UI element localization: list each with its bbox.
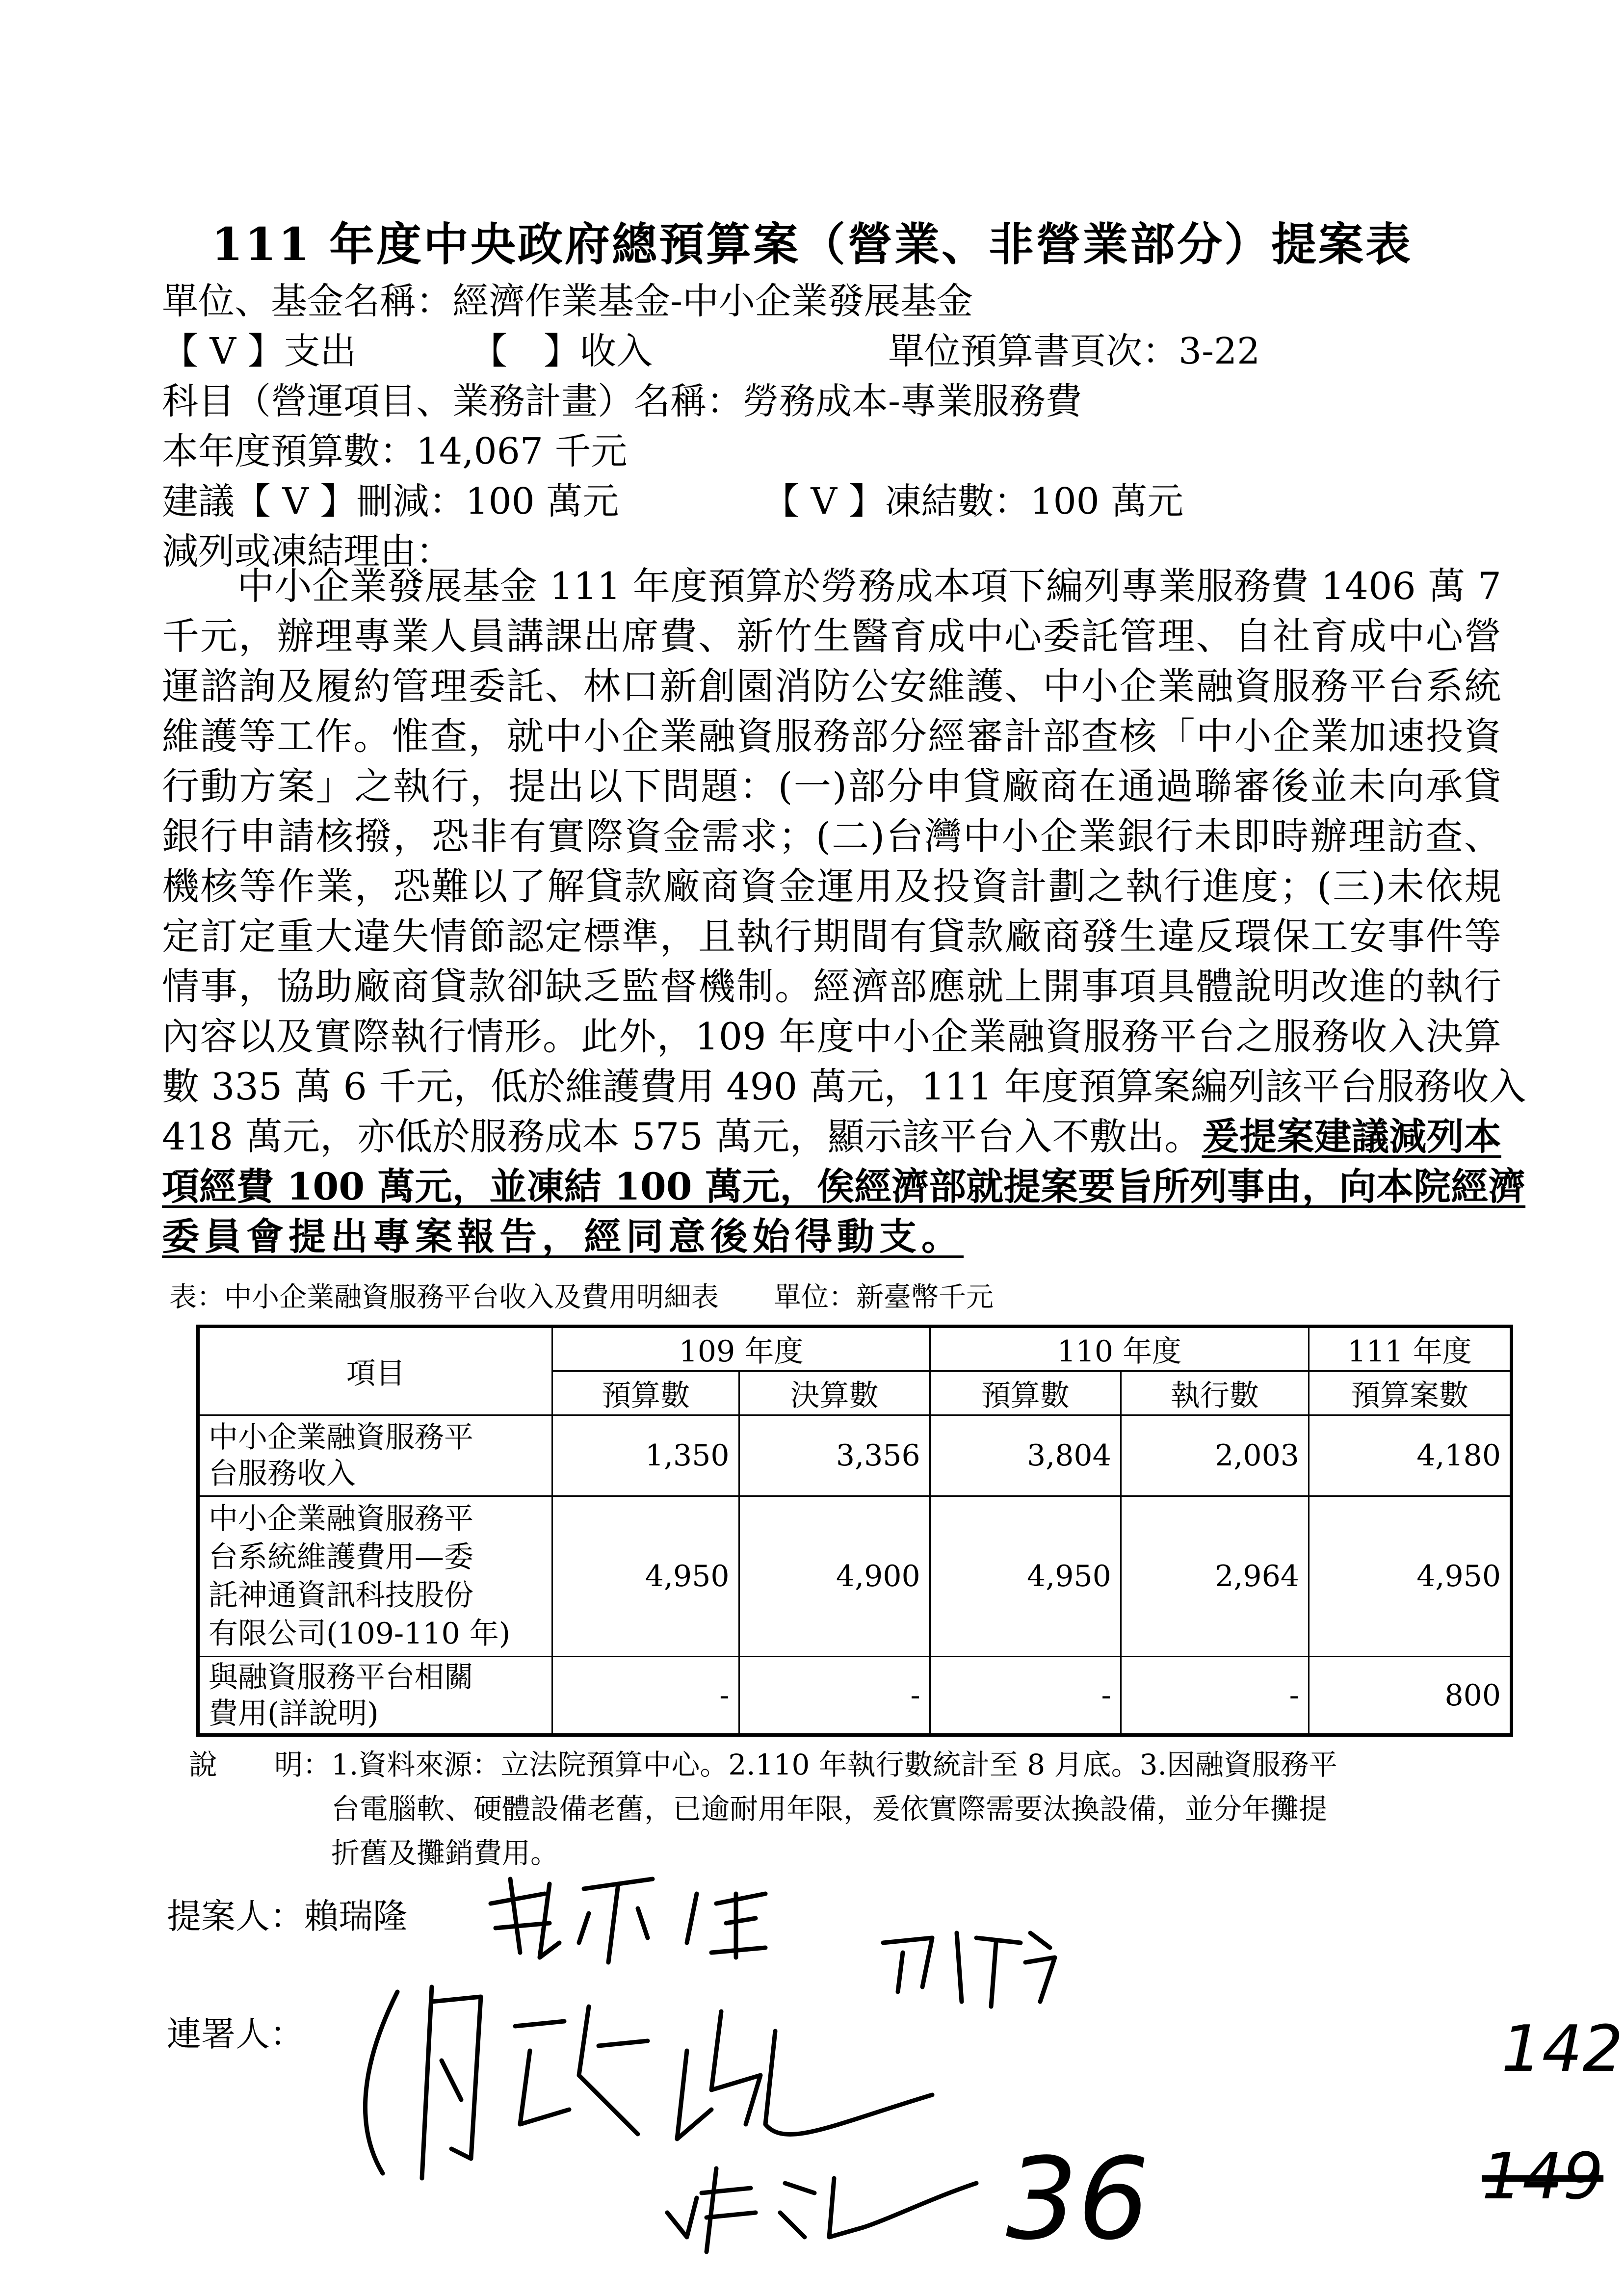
subheader: 預算數 <box>930 1371 1121 1415</box>
value-cell: - <box>739 1657 930 1735</box>
signature-cosigner-2 <box>365 1987 932 2178</box>
value-cell: 1,350 <box>552 1415 739 1496</box>
value-cell: - <box>1121 1657 1309 1735</box>
body-text: 418 萬元，亦低於服務成本 575 萬元，顯示該平台入不敷出。 <box>162 1115 1202 1158</box>
subheader: 執行數 <box>1121 1371 1309 1415</box>
body-line: 定訂定重大違失情節認定標準，且執行期間有貸款廠商發生違反環保工安事件等 <box>162 914 1501 958</box>
notes-line: 折舊及攤銷費用。 <box>189 1836 559 1870</box>
annual-budget: 本年度預算數：14,067 千元 <box>162 430 628 472</box>
item-text: 台系統維護費用—委 <box>209 1540 473 1574</box>
body-line: 運諮詢及履約管理委託、林口新創園消防公安維護、中小企業融資服務平台系統 <box>162 664 1501 708</box>
value-cell: - <box>930 1657 1121 1735</box>
cut-amount: 建議【 V 】刪減：100 萬元 <box>162 480 619 522</box>
value-cell: 4,180 <box>1309 1415 1511 1496</box>
freeze-amount: 【 V 】凍結數：100 萬元 <box>763 480 1184 522</box>
item-text: 託神通資訊科技股份 <box>209 1578 473 1613</box>
table-caption: 表：中小企業融資服務平台收入及費用明細表 單位：新臺幣千元 <box>169 1281 994 1313</box>
signature-cosigner-3 <box>667 2168 976 2252</box>
body-line: 千元，辦理專業人員講課出席費、新竹生醫育成中心委託管理、自社育成中心營 <box>162 614 1501 658</box>
item-header: 項目 <box>198 1327 552 1415</box>
value-cell: 4,900 <box>739 1496 930 1657</box>
body-line: 數 335 萬 6 千元，低於維護費用 490 萬元，111 年度預算案編列該平台服務收入 <box>162 1065 1526 1108</box>
body-line: 銀行申請核撥，恐非有實際資金需求；(二)台灣中小企業銀行未即時辦理訪查、 <box>162 814 1501 858</box>
page-reference: 單位預算書頁次：3-22 <box>888 330 1260 372</box>
body-line: 中小企業發展基金 111 年度預算於勞務成本項下編列專業服務費 1406 萬 7 <box>162 564 1501 608</box>
item-text: 有限公司(109-110 年) <box>209 1617 511 1651</box>
notes-line: 說 明：1.資料來源：立法院預算中心。2.110 年執行數統計至 8 月底。3.因融資服務平 <box>189 1748 1337 1781</box>
signature-cosigner-1 <box>883 1933 1055 2007</box>
value-cell: 4,950 <box>930 1496 1121 1657</box>
margin-number-struck: 149 <box>1482 2139 1604 2214</box>
body-line: 機核等作業，恐難以了解貸款廠商資金運用及投資計劃之執行進度；(三)未依規 <box>162 864 1501 908</box>
proposal-emphasis: 項經費 100 萬元，並凍結 100 萬元，俟經濟部就提案要旨所列事由，向本院經濟 <box>162 1165 1526 1208</box>
subject-name: 科目（營運項目、業務計畫）名稱：勞務成本-專業服務費 <box>162 380 1082 422</box>
subheader: 預算數 <box>552 1371 739 1415</box>
proposal-emphasis: 委員會提出專案報告，經同意後始得動支。 <box>162 1215 964 1258</box>
year-header: 110 年度 <box>930 1327 1309 1371</box>
value-cell: - <box>552 1657 739 1735</box>
year-header: 109 年度 <box>552 1327 930 1371</box>
item-text: 中小企業融資服務平 <box>209 1502 473 1536</box>
unit-name: 單位、基金名稱：經濟作業基金-中小企業發展基金 <box>162 280 973 322</box>
body-line: 行動方案」之執行，提出以下問題：(一)部分申貸廠商在通過聯審後並未向承貸 <box>162 764 1501 808</box>
signature-proposer <box>491 1879 765 1962</box>
value-cell: 3,804 <box>930 1415 1121 1496</box>
body-line: 內容以及實際執行情形。此外，109 年度中小企業融資服務平台之服務收入決算 <box>162 1015 1501 1058</box>
margin-number-new: 142 <box>1501 2011 1624 2086</box>
proposal-emphasis: 爰提案建議減列本 <box>1202 1115 1501 1158</box>
item-text: 與融資服務平台相關 <box>209 1660 473 1695</box>
subheader: 決算數 <box>739 1371 930 1415</box>
subheader: 預算案數 <box>1309 1371 1511 1415</box>
item-text: 費用(詳說明) <box>209 1696 379 1731</box>
proposer-label: 提案人：賴瑞隆 <box>167 1896 407 1936</box>
cosigner-label: 連署人： <box>167 2014 304 2054</box>
body-line: 情事，協助廠商貸款卻缺乏監督機制。經濟部應就上開事項具體說明改進的執行 <box>162 965 1501 1008</box>
page-number-handwritten: 36 <box>1006 2134 1150 2265</box>
value-cell: 800 <box>1309 1657 1511 1735</box>
income-checkbox: 【 】收入 <box>471 330 653 372</box>
value-cell: 2,964 <box>1121 1496 1309 1657</box>
body-line: 維護等工作。惟查，就中小企業融資服務部分經審計部查核「中小企業加速投資 <box>162 714 1501 758</box>
value-cell: 4,950 <box>1309 1496 1511 1657</box>
reason-label: 減列或凍結理由： <box>162 530 452 573</box>
value-cell: 2,003 <box>1121 1415 1309 1496</box>
value-cell: 4,950 <box>552 1496 739 1657</box>
notes-line: 台電腦軟、硬體設備老舊，已逾耐用年限，爰依實際需要汰換設備，並分年攤提 <box>189 1792 1328 1826</box>
item-text: 中小企業融資服務平 <box>209 1420 473 1455</box>
year-header: 111 年度 <box>1309 1327 1511 1371</box>
expense-checkbox: 【 V 】支出 <box>162 330 357 372</box>
value-cell: 3,356 <box>739 1415 930 1496</box>
document-title: 111 年度中央政府總預算案（營業、非營業部分）提案表 <box>211 218 1413 271</box>
item-text: 台服務收入 <box>209 1457 356 1491</box>
